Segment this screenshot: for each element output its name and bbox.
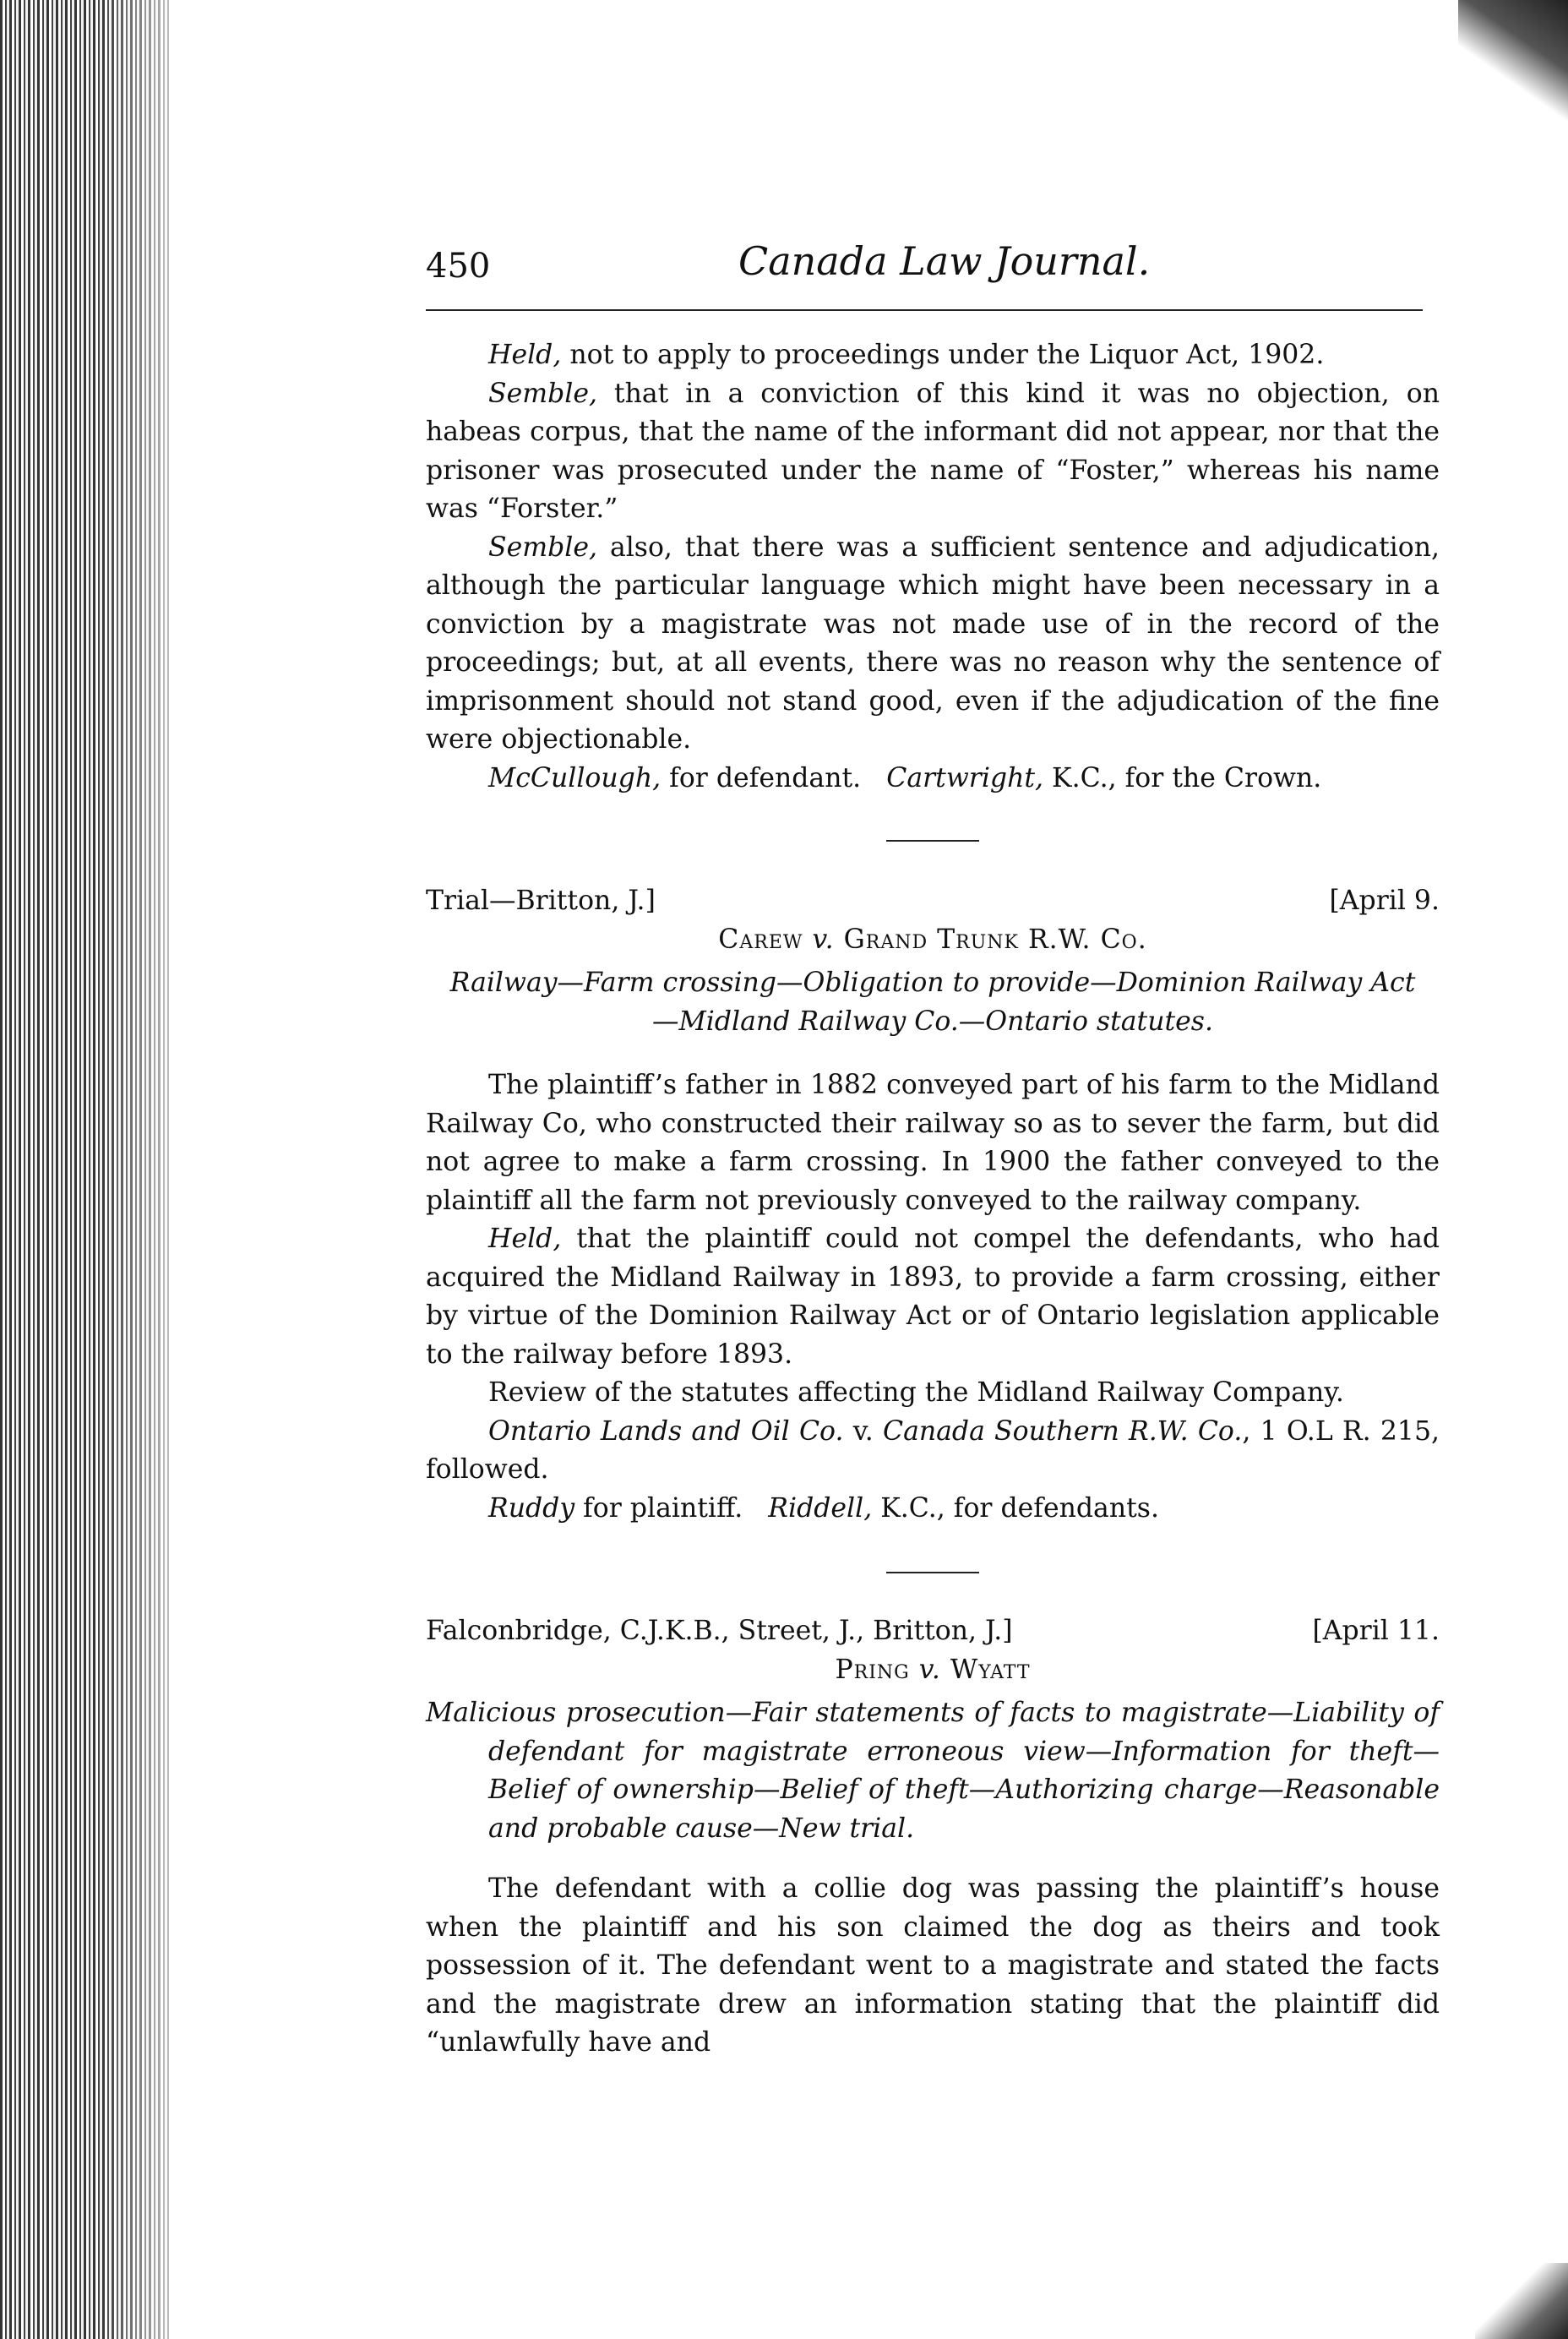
semble-text-2: also, that there was a sufficient sentence and adjudication, although the particular language which might have been necessary in a conviction by a magistrate was not made use of in the record of the proceedings; but, at all events, there was no reason why the sentence of imprisonment should not stand good, even if the adjudication of the fine were objectionable. [426,532,1440,755]
paragraph-counsel [426,1490,1440,1529]
semble-lead-1: Semble, [488,378,597,409]
header-rule [426,309,1423,311]
versus: v. [843,1415,883,1447]
running-head [426,238,1440,289]
page-number: 450 [426,247,491,286]
paragraph-review: Review of the statutes affecting the Midland Railway Company. [488,1377,1344,1408]
case-title [426,1651,1440,1690]
citation-text: , 1 O.L R. 215, followed. [426,1415,1440,1485]
paragraph-held [426,336,1440,375]
semble-lead-2: Semble, [488,532,597,563]
body-text [426,336,1440,2063]
journal-page [426,0,1440,2339]
held-text: that the plaintiff could not compel the defendants, who had acquired the Midland Railway in 1893, to provide a farm crossing, either by virtue of the Dominion Railway Act or of Ontario legislation applicable to the railway before 1893. [426,1224,1440,1370]
paragraph-facts: The defendant with a collie dog was passing the plaintiff’s house when the plaintiff and his son claimed the dog as theirs and took possession of it. The defendant went to a magistrate and stated the facts and the magistrate drew an information stating that the plaintiff did “unlawfully have and [426,1873,1440,2058]
versus: v. [918,1654,941,1685]
versus: v. [812,924,835,955]
counsel-name: McCullough, [488,762,662,793]
party-plaintiff: Pring [835,1654,910,1685]
paragraph-counsel-prev [426,760,1440,799]
paragraph-held [426,1220,1440,1374]
headnote: Malicious prosecution—Fair statements of facts to magistrate—Liability of defendant for magistrate erroneous view—Information for theft—Belief of ownership—Belief of theft—Authorizing charge—Reasonable and probable cause—New trial. [426,1698,1440,1844]
counsel-role: K.C., for the Crown. [1043,762,1322,793]
cited-case: Canada Southern R.W. Co. [882,1415,1243,1447]
section-separator [886,1572,979,1573]
paragraph-semble-1 [426,375,1440,529]
counsel-name: Riddell, [768,1492,873,1524]
case-date: [April 9. [1329,886,1440,916]
counsel-name: Ruddy [488,1492,575,1524]
binding-edge-fade [101,0,203,2339]
journal-title: Canada Law Journal. [738,238,1151,284]
party-plaintiff: Carew [718,924,803,955]
headnote-line: Railway—Farm crossing—Obligation to provide—Dominion Railway Act [449,968,1416,998]
paragraph-facts: The plaintiff’s father in 1882 conveyed part of his farm to the Midland Railway Co, who constructed their railway so as to sever the farm, but did not agree to make a farm crossing. In 1900 the father conveyed to the plaintiff all the farm not previously conveyed to the railway company. [426,1070,1440,1216]
held-lead: Held, [488,340,562,370]
headnote-line: —Midland Railway Co.—Ontario statutes. [652,1006,1213,1037]
counsel-role: K.C., for defendants. [872,1492,1159,1524]
paragraph-semble-2 [426,529,1440,760]
page-corner-top-right [1458,0,1568,127]
paragraph-citation [426,1413,1440,1490]
counsel-role: for defendant. [661,762,862,793]
court-name: Trial—Britton, J.] [426,886,656,916]
section-separator [886,840,979,842]
case-date: [April 11. [1312,1616,1440,1646]
held-lead: Held, [488,1224,562,1254]
cited-case: Ontario Lands and Oil Co. [488,1415,844,1447]
party-defendant: Wyatt [950,1654,1031,1685]
held-text: not to apply to proceedings under the Liquor Act, 1902. [561,340,1325,370]
case-court-line [426,1612,1440,1651]
party-defendant: Grand Trunk R.W. Co. [843,924,1147,955]
case-title [426,921,1440,960]
headnote [426,964,1440,1041]
court-name: Falconbridge, C.J.K.B., Street, J., Britton, J.] [426,1616,1013,1646]
counsel-role: for plaintiff. [574,1492,743,1524]
counsel-name: Cartwright, [886,762,1044,793]
semble-text-1: that in a conviction of this kind it was no objection, on habeas corpus, that the name of the informant did not appear, nor that the prisoner was prosecuted under the name of “Foster,” whereas his name was “Forster.” [426,378,1440,524]
case-court-line [426,882,1440,921]
page-corner-bottom-right [1475,2263,1568,2339]
